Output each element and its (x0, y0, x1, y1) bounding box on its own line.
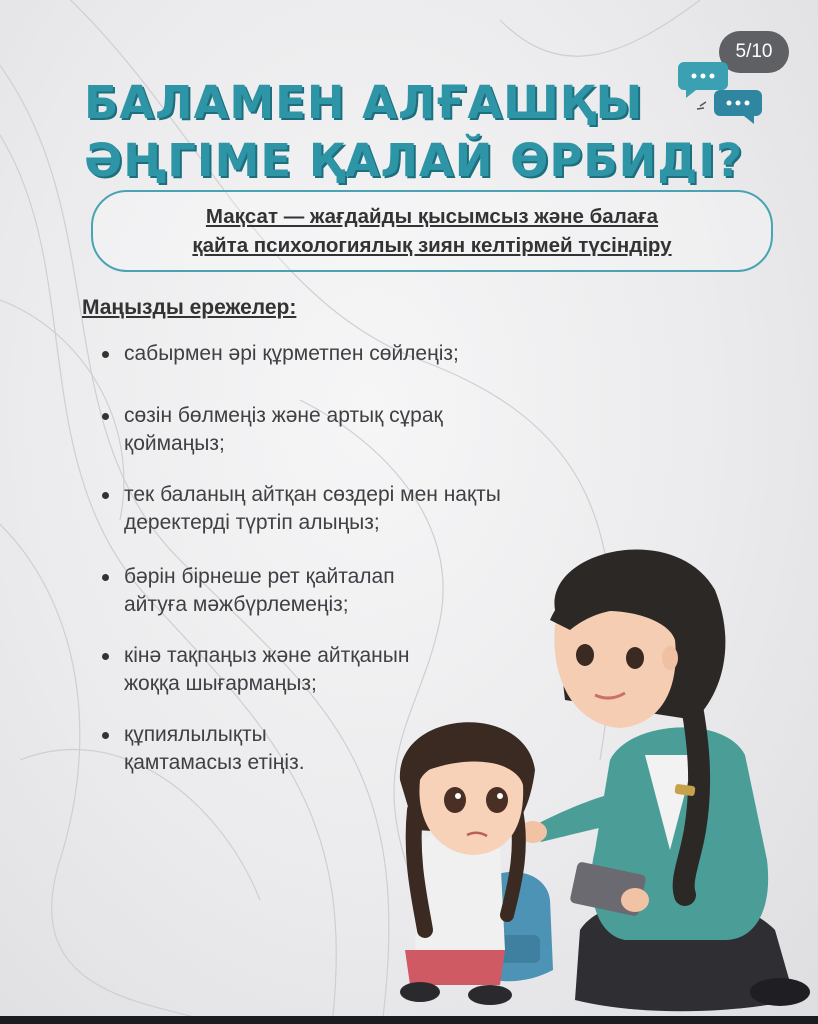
rule-line-2: деректерді түртіп алыңыз; (124, 511, 380, 534)
goal-line-1: Мақсат — жағдайды қысымсыз және балаға (205, 205, 659, 228)
bullet-icon (102, 413, 109, 420)
bullet-icon (102, 351, 109, 358)
rule-line-2: жоққа шығармаңыз; (124, 672, 317, 695)
goal-line-2: қайта психологиялық зиян келтірмей түсіндіру (192, 234, 672, 257)
rule-line-2: қамтамасыз етіңіз. (124, 751, 305, 774)
teacher-comforting-child-illustration (395, 530, 818, 1024)
rule-line-2: қоймаңыз; (124, 432, 225, 455)
rule-line-1: құпиялылықты (124, 723, 267, 746)
rule-line-2: айтуға мәжбүрлемеңіз; (124, 593, 349, 616)
rules-heading: Маңызды ережелер: (82, 296, 297, 319)
page-indicator: 5/10 (719, 31, 789, 73)
rule-line-1: бәрін бірнеше рет қайталап (124, 565, 395, 588)
rule-line-1: сөзін бөлмеңіз және артық сұрақ (124, 404, 443, 427)
title-line-2: ӘҢГІМЕ ҚАЛАЙ ӨРБИДІ? (84, 134, 744, 187)
rule-line-1: сабырмен әрі құрметпен сөйлеңіз; (124, 342, 459, 365)
bullet-icon (102, 732, 109, 739)
bullet-icon (102, 574, 109, 581)
rule-line-1: тек баланың айтқан сөздері мен нақты (124, 483, 501, 506)
bullet-icon (102, 653, 109, 660)
page-title (84, 74, 744, 190)
title-line-1: БАЛАМЕН АЛҒАШҚЫ (84, 76, 644, 129)
rule-line-1: кінә тақпаңыз және айтқанын (124, 644, 410, 667)
bullet-icon (102, 492, 109, 499)
goal-box (91, 190, 773, 272)
bottom-bar (0, 1016, 818, 1024)
